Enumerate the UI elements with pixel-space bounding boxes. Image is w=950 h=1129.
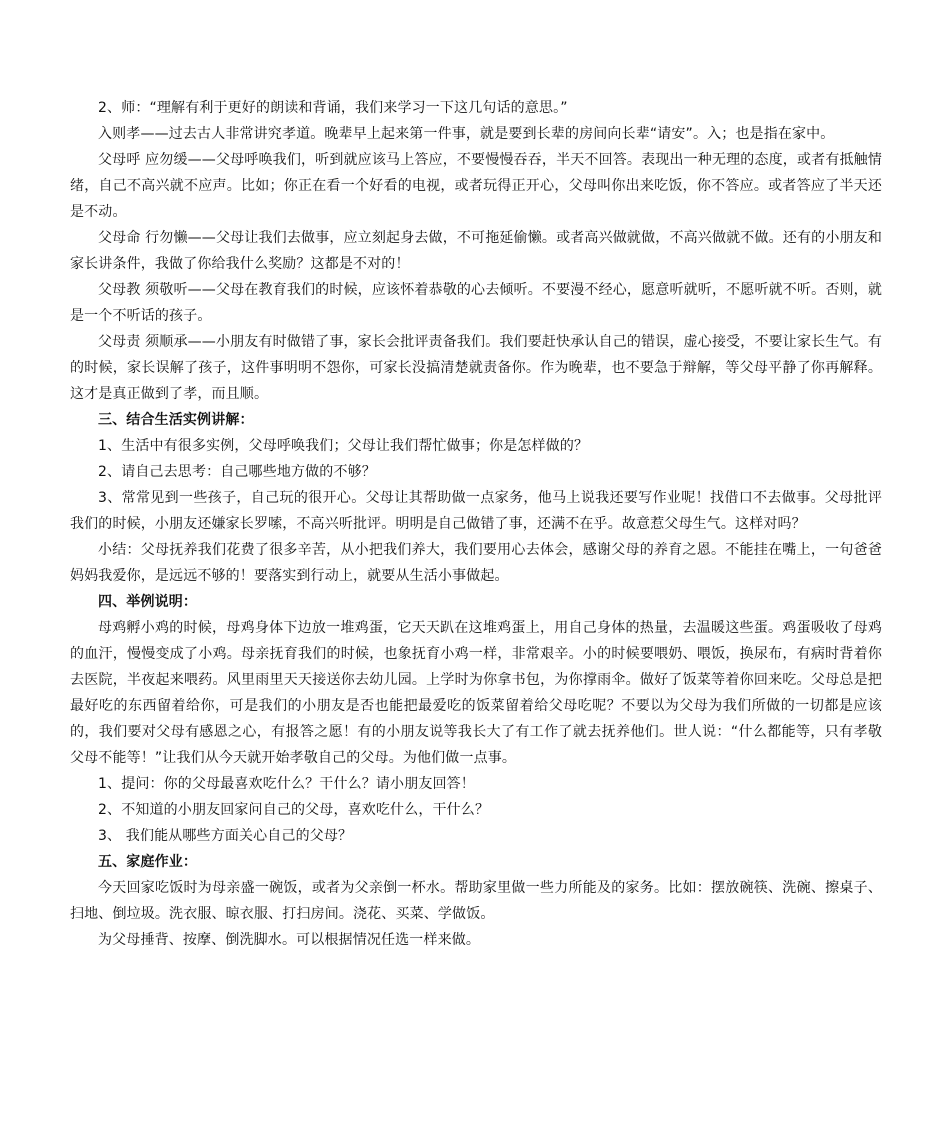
list-item-life-3: 3、常常见到一些孩子，自己玩的很开心。父母让其帮助做一点家务，他马上说我还要写作业呢！找借口不去做事。父母批评我们的时候，小朋友还嫌家长罗嗦，不高兴听批评。明明是自己做错了事，还满不在乎。故意惹父母生气。这样对吗？ [70,490,882,532]
paragraph-summary: 小结：父母抚养我们花费了很多辛苦，从小把我们养大，我们要用心去体会，感谢父母的养育之恩。不能挂在嘴上，一句爸爸妈妈我爱你，是远远不够的！要落实到行动上，就要从生活小事做起。 [70,542,882,584]
list-item-question-1: 1、提问：你的父母最喜欢吃什么？干什么？请小朋友回答！ [98,776,475,792]
list-item-life-1: 1、生活中有很多实例，父母呼唤我们；父母让我们帮忙做事；你是怎样做的？ [98,438,589,454]
paragraph-homework-2: 为父母捶背、按摩、倒洗脚水。可以根据情况任选一样来做。 [98,932,481,948]
paragraph-ru-ze-xiao: 入则孝——过去古人非常讲究孝道。晚辈早上起来第一件事，就是要到长辈的房间向长辈“请安”。入；也是指在家中。 [98,126,835,142]
list-item-life-2: 2、请自己去思考：自己哪些地方做的不够？ [98,464,376,480]
document-page [70,95,882,953]
paragraph-parents-blame: 父母责 须顺承——小朋友有时做错了事，家长会批评责备我们。我们要赶快承认自己的错误，虚心接受，不要让家长生气。有的时候，家长误解了孩子，这件事明明不怨你，可家长没搞清楚就责备你。作为晚辈，也不要急于辩解，等父母平静了你再解释。这才是真正做到了孝，而且顺。 [70,334,882,402]
paragraph-parents-call: 父母呼 应勿缓——父母呼唤我们，听到就应该马上答应，不要慢慢吞吞，半天不回答。表现出一种无理的态度，或者有抵触情绪，自己不高兴就不应声。比如；你正在看一个好看的电视，或者玩得正开心，父母叫你出来吃饭，你不答应。或者答应了半天还是不动。 [70,152,882,220]
paragraph-hen-story: 母鸡孵小鸡的时候，母鸡身体下边放一堆鸡蛋，它天天趴在这堆鸡蛋上，用自己身体的热量，去温暖这些蛋。鸡蛋吸收了母鸡的血汗，慢慢变成了小鸡。母亲抚育我们的时候，也象抚育小鸡一样，非常艰辛。小的时候要喂奶、喂饭，换尿布，有病时背着你去医院，半夜起来喂药。风里雨里天天接送你去幼儿园。上学时为你拿书包，为你撑雨伞。做好了饭菜等着你回来吃。父母总是把最好吃的东西留着给你，可是我们的小朋友是否也能把最爱吃的饭菜留着给父母吃呢？不要以为父母为我们所做的一切都是应该的，我们要对父母有感恩之心，有报答之愿！有的小朋友说等我长大了有工作了就去抚养他们。世人说：“什么都能等，只有孝敬父母不能等！”让我们从今天就开始孝敬自己的父母。为他们做一点事。 [70,620,882,766]
paragraph-parents-teach: 父母教 须敬听——父母在教育我们的时候，应该怀着恭敬的心去倾听。不要漫不经心，愿意听就听，不愿听就不听。否则，就是一个不听话的孩子。 [70,282,882,324]
paragraph-teacher-explanation: 2、师：“理解有利于更好的朗读和背诵，我们来学习一下这几句话的意思。” [98,100,568,116]
list-item-question-2: 2、不知道的小朋友回家问自己的父母，喜欢吃什么，干什么？ [98,802,490,818]
paragraph-parents-command: 父母命 行勿懒——父母让我们去做事，应立刻起身去做，不可拖延偷懒。或者高兴做就做，不高兴做就不做。还有的小朋友和家长讲条件，我做了你给我什么奖励？这都是不对的！ [70,230,882,272]
paragraph-homework-1: 今天回家吃饭时为母亲盛一碗饭，或者为父亲倒一杯水。帮助家里做一些力所能及的家务。比如：摆放碗筷、洗碗、擦桌子、扫地、倒垃圾。洗衣服、晾衣服、打扫房间。浇花、买菜、学做饭。 [70,880,882,922]
section-heading-examples: 四、举例说明： [98,594,198,610]
section-heading-life-examples: 三、结合生活实例讲解： [98,412,254,428]
section-heading-homework: 五、家庭作业： [98,854,198,870]
list-item-question-3: 3、 我们能从哪些方面关心自己的父母？ [98,828,353,844]
